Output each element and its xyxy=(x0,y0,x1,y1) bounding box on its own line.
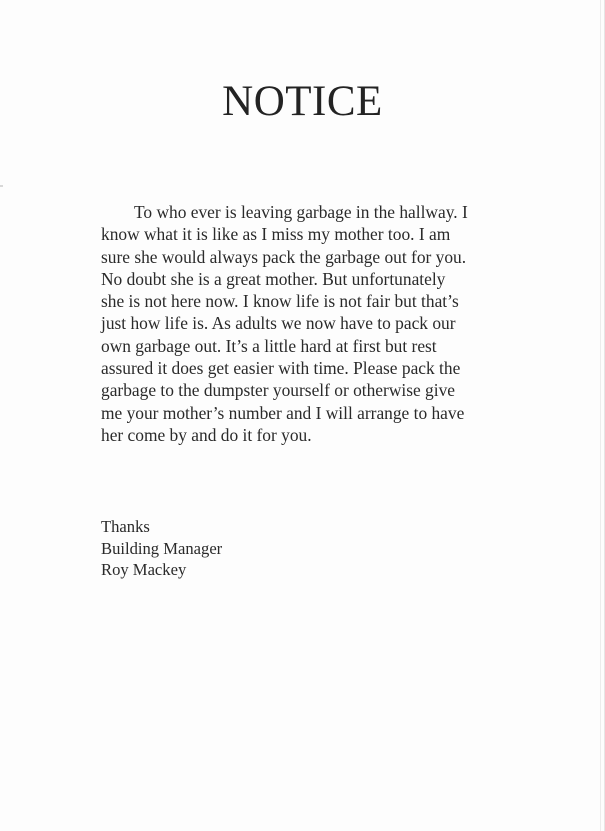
body-line: know what it is like as I miss my mother too. I am xyxy=(101,224,451,245)
signature-role: Building Manager xyxy=(101,538,223,558)
body-line: sure she would always pack the garbage out for you. xyxy=(101,246,467,267)
body-line: assured it does get easier with time. Please pack the xyxy=(101,358,461,379)
signature-closing: Thanks xyxy=(101,517,150,536)
body-line: me your mother’s number and I will arrange to have xyxy=(101,402,465,423)
body-line: just how life is. As adults we now have to pack our xyxy=(101,313,456,334)
body-line: To who ever is leaving garbage in the hallway. I xyxy=(134,202,468,222)
body-line: own garbage out. It’s a little hard at first but rest xyxy=(101,335,437,356)
body-line: garbage to the dumpster yourself or otherwise give xyxy=(101,380,455,401)
body-line: her come by and do it for you. xyxy=(101,424,312,445)
signature-name: Roy Mackey xyxy=(101,560,187,579)
scan-mark-left-top xyxy=(0,185,3,187)
notice-body xyxy=(101,201,533,446)
notice-title: NOTICE xyxy=(222,78,383,125)
body-line: she is not here now. I know life is not fair but that’s xyxy=(101,291,459,312)
body-line: No doubt she is a great mother. But unfortunately xyxy=(101,268,446,289)
signature-block xyxy=(101,516,222,581)
